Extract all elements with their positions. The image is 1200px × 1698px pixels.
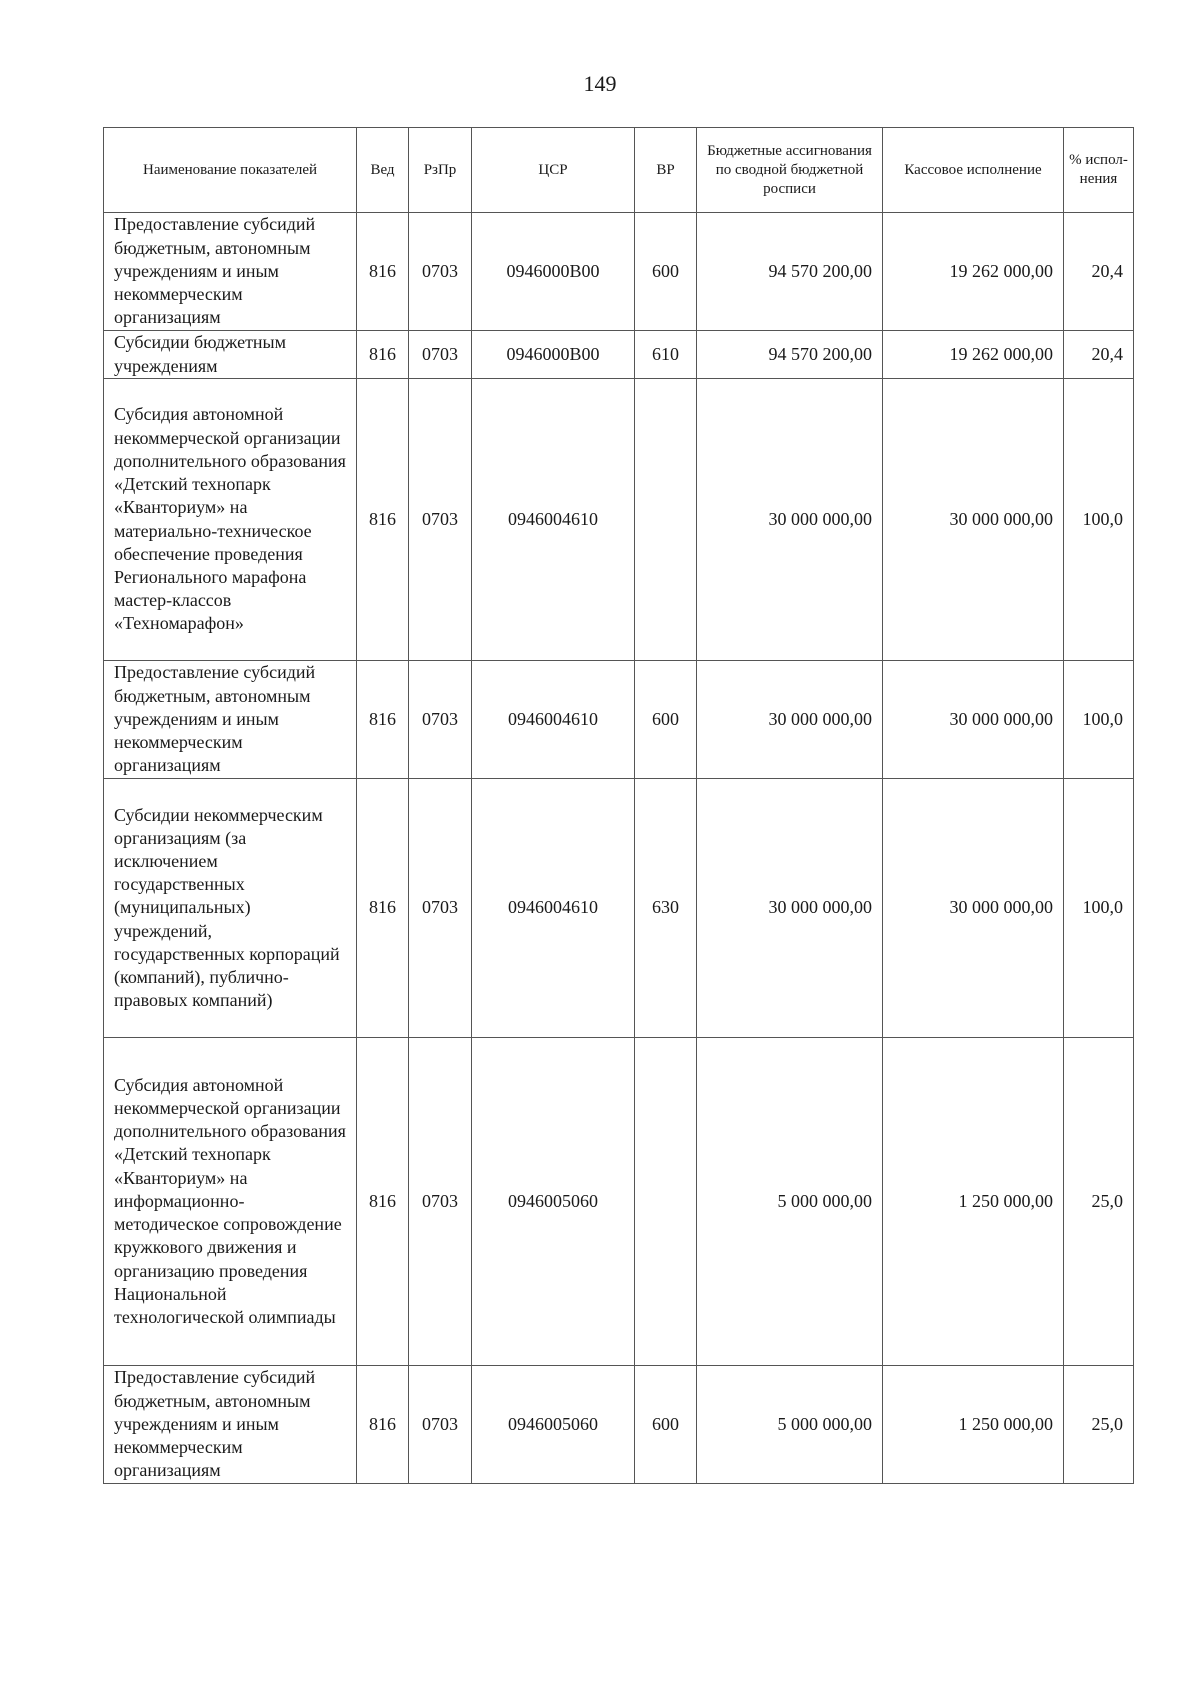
table-header-row [104,128,1134,213]
cell-budget: 30 000 000,00 [697,661,883,779]
cell-budget: 94 570 200,00 [697,331,883,379]
cell-rzpr: 0703 [409,213,472,331]
table-row [104,213,1134,331]
cell-ved: 816 [357,779,409,1038]
cell-csr: 0946004610 [472,779,635,1038]
cell-rzpr: 0703 [409,1366,472,1484]
cell-ved: 816 [357,379,409,661]
cell-cash: 1 250 000,00 [883,1366,1064,1484]
cell-pct: 100,0 [1064,779,1134,1038]
cell-pct: 100,0 [1064,379,1134,661]
cell-vr: 630 [635,779,697,1038]
header-pct: % испол-нения [1064,128,1134,213]
cell-name: Субсидия автономной некоммерческой организации дополнительного образования «Детский технопарк «Кванториум» на информационно-методическое сопровождение кружкового движения и организацию проведения Национальной технологической олимпиады [104,1038,357,1366]
header-name: Наименование показателей [104,128,357,213]
cell-budget: 5 000 000,00 [697,1038,883,1366]
cell-rzpr: 0703 [409,1038,472,1366]
cell-cash: 30 000 000,00 [883,779,1064,1038]
cell-csr: 0946004610 [472,379,635,661]
cell-rzpr: 0703 [409,661,472,779]
cell-cash: 1 250 000,00 [883,1038,1064,1366]
header-vr: ВР [635,128,697,213]
cell-budget: 5 000 000,00 [697,1366,883,1484]
cell-csr: 0946005060 [472,1038,635,1366]
cell-cash: 30 000 000,00 [883,379,1064,661]
cell-ved: 816 [357,1366,409,1484]
cell-name: Субсидия автономной некоммерческой организации дополнительного образования «Детский технопарк «Кванториум» на материально-техническое обеспечение проведения Регионального марафона мастер-классов «Техномарафон» [104,379,357,661]
cell-ved: 816 [357,213,409,331]
header-csr: ЦСР [472,128,635,213]
cell-rzpr: 0703 [409,379,472,661]
cell-csr: 0946000В00 [472,213,635,331]
cell-vr [635,1038,697,1366]
table-row [104,379,1134,661]
table-row [104,1038,1134,1366]
cell-pct: 20,4 [1064,331,1134,379]
page-number: 149 [583,71,617,96]
cell-name: Предоставление субсидий бюджетным, автономным учреждениям и иным некоммерческим организациям [104,661,357,779]
cell-vr: 600 [635,213,697,331]
cell-budget: 94 570 200,00 [697,213,883,331]
header-ved: Вед [357,128,409,213]
cell-vr: 600 [635,1366,697,1484]
cell-pct: 20,4 [1064,213,1134,331]
cell-vr: 610 [635,331,697,379]
cell-pct: 25,0 [1064,1366,1134,1484]
header-budget: Бюджетные ассигнования по сводной бюджетной росписи [697,128,883,213]
cell-cash: 19 262 000,00 [883,213,1064,331]
cell-ved: 816 [357,1038,409,1366]
cell-name: Субсидии некоммерческим организациям (за исключением государственных (муниципальных) учреждений, государственных корпораций (компаний), публично-правовых компаний) [104,779,357,1038]
cell-csr: 0946005060 [472,1366,635,1484]
cell-vr: 600 [635,661,697,779]
cell-ved: 816 [357,331,409,379]
cell-cash: 19 262 000,00 [883,331,1064,379]
cell-vr [635,379,697,661]
cell-csr: 0946000В00 [472,331,635,379]
cell-name: Субсидии бюджетным учреждениям [104,331,357,379]
cell-pct: 25,0 [1064,1038,1134,1366]
cell-rzpr: 0703 [409,331,472,379]
cell-cash: 30 000 000,00 [883,661,1064,779]
cell-pct: 100,0 [1064,661,1134,779]
table-row [104,661,1134,779]
cell-name: Предоставление субсидий бюджетным, автономным учреждениям и иным некоммерческим организациям [104,213,357,331]
table-row [104,331,1134,379]
budget-execution-table [103,127,1134,1484]
cell-budget: 30 000 000,00 [697,379,883,661]
table-row [104,1366,1134,1484]
header-cash: Кассовое исполнение [883,128,1064,213]
cell-rzpr: 0703 [409,779,472,1038]
table-row [104,779,1134,1038]
cell-name: Предоставление субсидий бюджетным, автономным учреждениям и иным некоммерческим организациям [104,1366,357,1484]
cell-csr: 0946004610 [472,661,635,779]
header-rzpr: РзПр [409,128,472,213]
cell-ved: 816 [357,661,409,779]
cell-budget: 30 000 000,00 [697,779,883,1038]
